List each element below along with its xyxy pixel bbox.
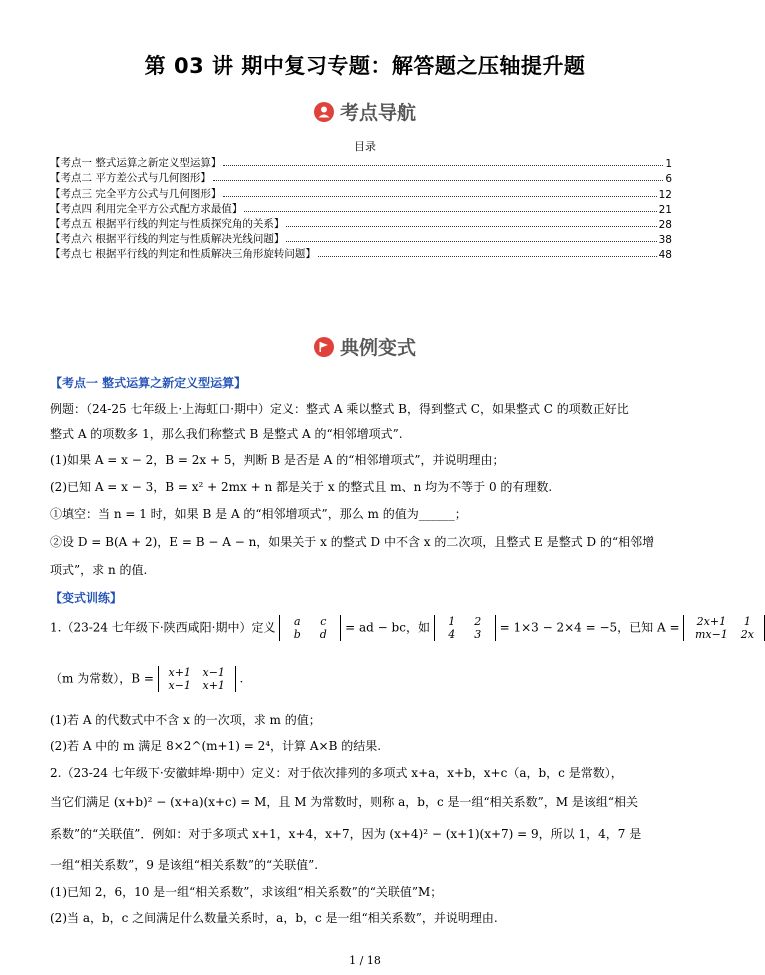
toc-entry[interactable] xyxy=(50,231,672,246)
question-2-line: 系数”的“关联值”．例如：对于多项式 x+1，x+4，x+7，因为 (x+4)² − (x+1)(x+7) = 9，所以 1，4，7 是 xyxy=(50,827,642,841)
example-line: (1)如果 A = x − 2，B = 2x + 5，判断 B 是否是 A 的“相邻增项式”，并说明理由； xyxy=(50,453,505,467)
toc-entry-label: 【考点五 根据平行线的判定与性质探究角的关系】 xyxy=(50,217,285,230)
toc-page-number: 12 xyxy=(658,188,672,201)
question-1-line-2: （m 为常数），B = x+1 x−1 x−1 x+1 . xyxy=(50,666,244,692)
toc-leader xyxy=(244,211,656,212)
question-1-part-1: (1)若 A 的代数式中不含 x 的一次项，求 m 的值； xyxy=(50,713,321,727)
toc-leader xyxy=(286,241,656,242)
toc-entry[interactable] xyxy=(50,246,672,261)
question-1-part-2: (2)若 A 中的 m 满足 8×2^(m+1) = 2⁴，计算 A×B 的结果. xyxy=(50,739,382,753)
toc-entry[interactable] xyxy=(50,155,672,170)
toc-leader xyxy=(223,165,663,166)
toc-heading: 目录 xyxy=(354,140,376,153)
toc-leader xyxy=(318,256,657,257)
example-banner-label: 典例变式 xyxy=(339,337,416,359)
flag-icon xyxy=(314,337,334,357)
variant-heading: 【变式训练】 xyxy=(50,591,123,605)
determinant-a: 2x+1 1 mx−1 2x xyxy=(683,615,765,641)
toc-entry-label: 【考点一 整式运算之新定义型运算】 xyxy=(50,157,222,170)
toc-page-number: 38 xyxy=(658,234,672,247)
example-line: 整式 A 的项数多 1，那么我们称整式 B 是整式 A 的“相邻增项式”. xyxy=(50,427,403,441)
toc-entry-label: 【考点二 平方差公式与几何图形】 xyxy=(50,172,211,185)
q1-mid-2: = 1×3 − 2×4 = −5，已知 A = xyxy=(499,620,680,635)
determinant-example: 1 2 4 3 xyxy=(434,615,496,641)
page-title: 第 03 讲 期中复习专题：解答题之压轴提升题 xyxy=(144,54,586,78)
example-banner xyxy=(0,333,730,360)
toc-leader xyxy=(213,180,663,181)
determinant-definition: a c b d xyxy=(279,615,341,641)
toc-entry-label: 【考点四 利用完全平方公式配方求最值】 xyxy=(50,202,243,215)
toc-page-number: 21 xyxy=(658,203,672,216)
question-2-part-2: (2)当 a，b，c 之间满足什么数量关系时，a，b，c 是一组“相关系数”，并说明理由. xyxy=(50,911,498,925)
example-line: (2)已知 A = x − 3，B = x² + 2mx + n 都是关于 x 的整式且 m、n 均为不等于 0 的有理数. xyxy=(50,480,553,494)
q1-mid-1: = ad − bc，如 xyxy=(345,620,430,635)
user-icon xyxy=(314,102,334,122)
toc-entry-label: 【考点六 根据平行线的判定与性质解决光线问题】 xyxy=(50,233,285,246)
toc-page-number: 48 xyxy=(658,249,672,262)
toc-page-number: 28 xyxy=(658,218,672,231)
question-2-line: 2.（23-24 七年级下·安徽蚌埠·期中）定义：对于依次排列的多项式 x+a，x+b，x+c（a，b，c 是常数）， xyxy=(50,766,623,780)
toc-leader xyxy=(223,196,656,197)
toc-entry[interactable] xyxy=(50,216,672,231)
example-line: ②设 D = B(A + 2)，E = B − A − n，如果关于 x 的整式 D 中不含 x 的二次项，且整式 E 是整式 D 的“相邻增 xyxy=(50,535,655,549)
example-line: 例题：（24-25 七年级上·上海虹口·期中）定义：整式 A 乘以整式 B，得到整式 C，如果整式 C 的项数正好比 xyxy=(50,402,629,416)
toc-page-number: 1 xyxy=(665,158,672,171)
question-1-line-1 xyxy=(50,615,754,641)
q1-line2-prefix: （m 为常数），B = xyxy=(50,671,154,686)
toc-leader xyxy=(286,226,656,227)
question-2-part-1: (1)已知 2，6，10 是一组“相关系数”，求该组“相关系数”的“关联值”M； xyxy=(50,885,443,899)
toc-entry[interactable] xyxy=(50,170,672,185)
determinant-b: x+1 x−1 x−1 x+1 xyxy=(158,666,236,692)
toc-page-number: 6 xyxy=(665,173,672,186)
section-heading: 【考点一 整式运算之新定义型运算】 xyxy=(50,376,247,390)
nav-banner xyxy=(0,98,730,125)
toc-entry-label: 【考点七 根据平行线的判定和性质解决三角形旋转问题】 xyxy=(50,248,316,261)
nav-banner-label: 考点导航 xyxy=(339,102,416,124)
example-line: ①填空：当 n = 1 时，如果 B 是 A 的“相邻增项式”，那么 m 的值为______； xyxy=(50,507,467,521)
toc-entry-label: 【考点三 完全平方公式与几何图形】 xyxy=(50,187,222,200)
table-of-contents xyxy=(50,155,672,261)
example-line: 项式”，求 n 的值. xyxy=(50,563,148,577)
question-2-line: 一组“相关系数”，9 是该组“相关系数”的“关联值”. xyxy=(50,858,319,872)
toc-entry[interactable] xyxy=(50,185,672,200)
page-number: 1 / 18 xyxy=(349,954,381,967)
question-2-line: 当它们满足 (x+b)² − (x+a)(x+c) = M，且 M 为常数时，则称 a，b，c 是一组“相关系数”，M 是该组“相关 xyxy=(50,795,639,809)
toc-entry[interactable] xyxy=(50,201,672,216)
q1-prefix: 1.（23-24 七年级下·陕西咸阳·期中）定义 xyxy=(50,620,276,635)
